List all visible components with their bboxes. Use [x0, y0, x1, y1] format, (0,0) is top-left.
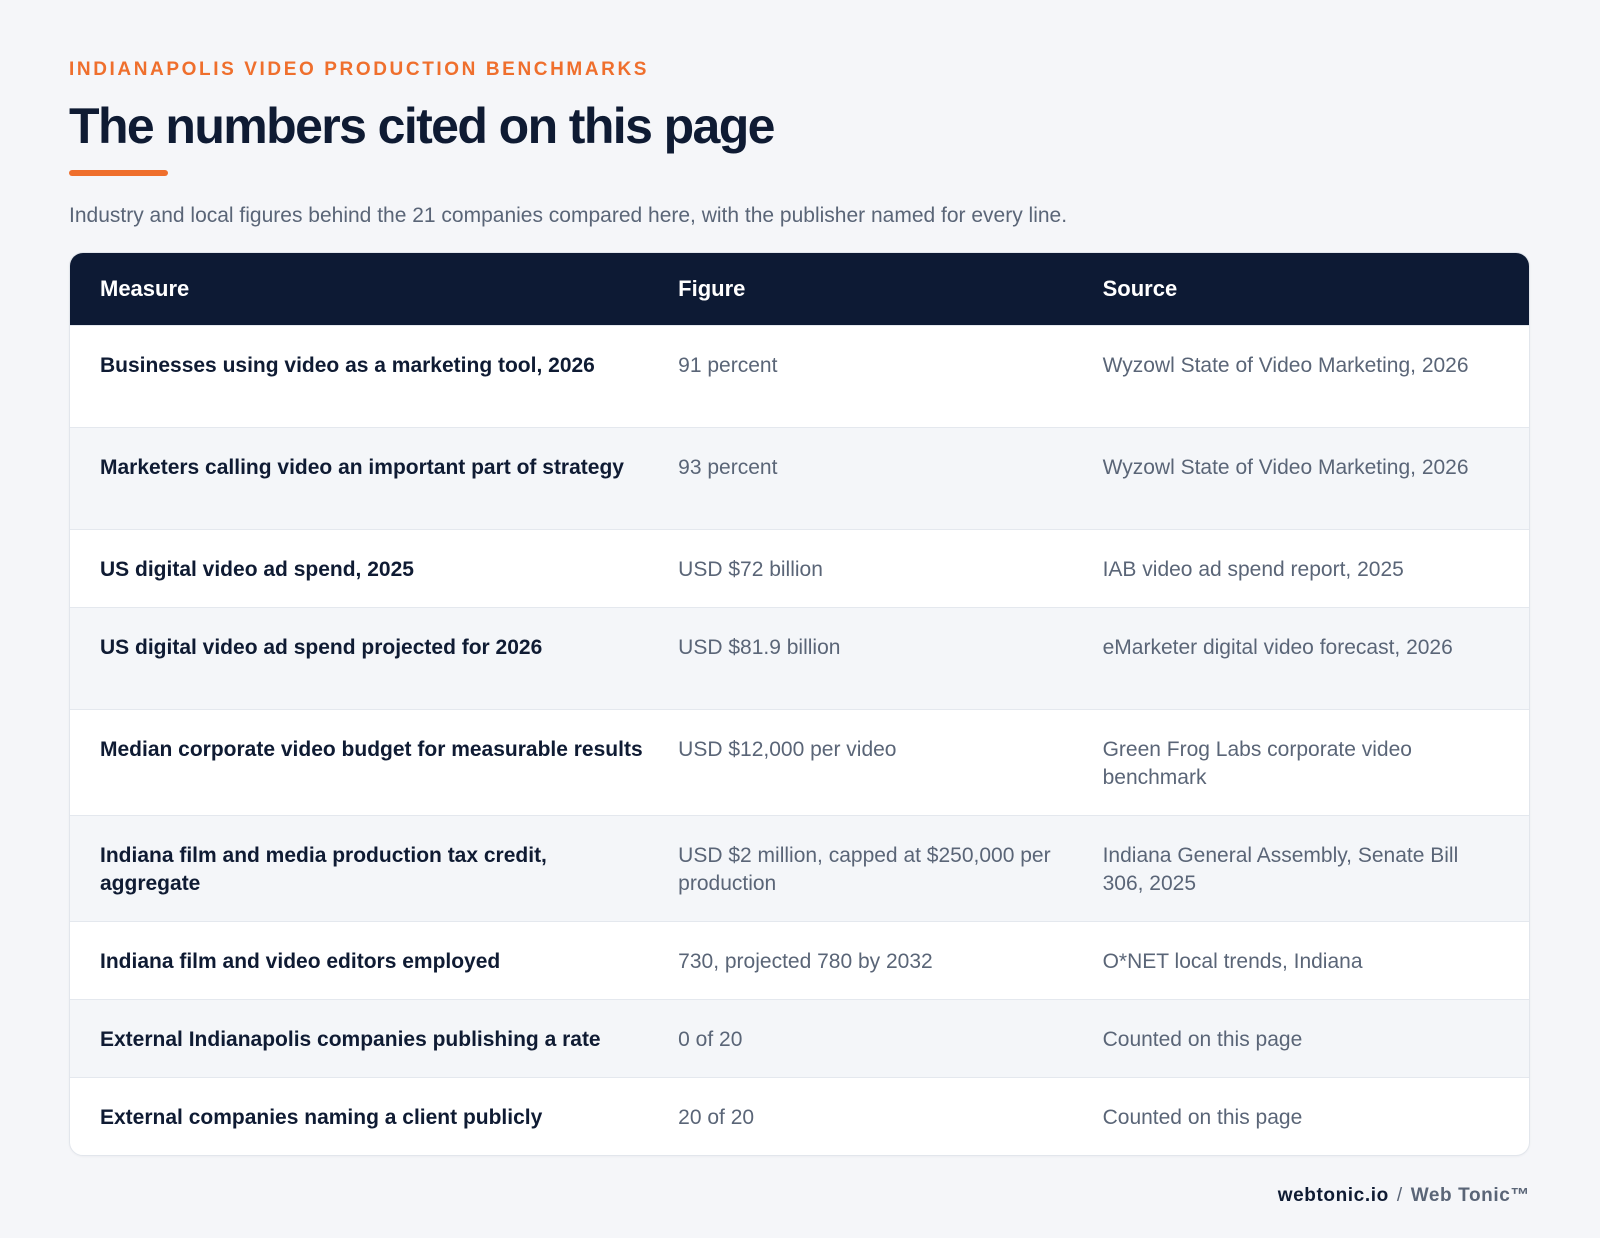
source-cell: Green Frog Labs corporate video benchmark	[1102, 738, 1412, 789]
table-row	[70, 815, 1529, 921]
column-header-figure: Figure	[678, 276, 746, 301]
source-cell: O*NET local trends, Indiana	[1102, 950, 1363, 973]
figure-cell: USD $72 billion	[678, 558, 823, 581]
figure-cell: 730, projected 780 by 2032	[678, 950, 933, 973]
footer-domain: webtonic.io	[1277, 1185, 1389, 1206]
measure-cell: External companies naming a client publicly	[100, 1106, 543, 1129]
figure-cell: 91 percent	[678, 354, 778, 377]
measure-cell: External Indianapolis companies publishing a rate	[100, 1028, 601, 1051]
column-header-source: Source	[1102, 276, 1178, 301]
table-row	[70, 709, 1529, 815]
table-row	[70, 999, 1529, 1077]
source-cell: Wyzowl State of Video Marketing, 2026	[1102, 354, 1469, 377]
eyebrow-label: INDIANAPOLIS VIDEO PRODUCTION BENCHMARKS	[69, 59, 650, 80]
measure-cell: Indiana film and media production tax credit, aggregate	[100, 844, 547, 895]
benchmarks-table	[69, 252, 1530, 1156]
table-row	[70, 529, 1529, 607]
table-row	[70, 607, 1529, 709]
source-cell: IAB video ad spend report, 2025	[1102, 558, 1404, 581]
source-cell: Indiana General Assembly, Senate Bill 306, 2025	[1102, 844, 1459, 895]
measure-cell: US digital video ad spend, 2025	[100, 558, 414, 581]
source-cell: Counted on this page	[1102, 1028, 1303, 1051]
title-accent-rule	[69, 170, 168, 176]
table-row	[70, 325, 1529, 427]
source-cell: eMarketer digital video forecast, 2026	[1102, 636, 1453, 659]
footer-separator: /	[1396, 1185, 1403, 1206]
benchmarks-page	[69, 58, 1530, 1156]
page-title: The numbers cited on this page	[69, 98, 774, 154]
table-row	[70, 1077, 1529, 1155]
table-row	[70, 427, 1529, 529]
figure-cell: 20 of 20	[678, 1106, 755, 1129]
table-row	[70, 921, 1529, 999]
footer-attribution	[1278, 1184, 1530, 1208]
source-cell: Counted on this page	[1102, 1106, 1303, 1129]
column-header-measure: Measure	[100, 276, 190, 301]
table-header	[70, 253, 1529, 325]
figure-cell: USD $12,000 per video	[678, 738, 897, 761]
measure-cell: US digital video ad spend projected for 2026	[100, 636, 543, 659]
figure-cell: 93 percent	[678, 456, 778, 479]
measure-cell: Indiana film and video editors employed	[100, 950, 501, 973]
measure-cell: Marketers calling video an important part of strategy	[100, 456, 624, 479]
page-subtitle: Industry and local figures behind the 21 companies compared here, with the publisher named for every line.	[69, 204, 1068, 227]
figure-cell: USD $2 million, capped at $250,000 per production	[678, 844, 1051, 895]
footer-brand: Web Tonic™	[1410, 1185, 1530, 1206]
figure-cell: USD $81.9 billion	[678, 636, 841, 659]
source-cell: Wyzowl State of Video Marketing, 2026	[1102, 456, 1469, 479]
measure-cell: Businesses using video as a marketing tool, 2026	[100, 354, 595, 377]
figure-cell: 0 of 20	[678, 1028, 743, 1051]
measure-cell: Median corporate video budget for measurable results	[100, 738, 643, 761]
